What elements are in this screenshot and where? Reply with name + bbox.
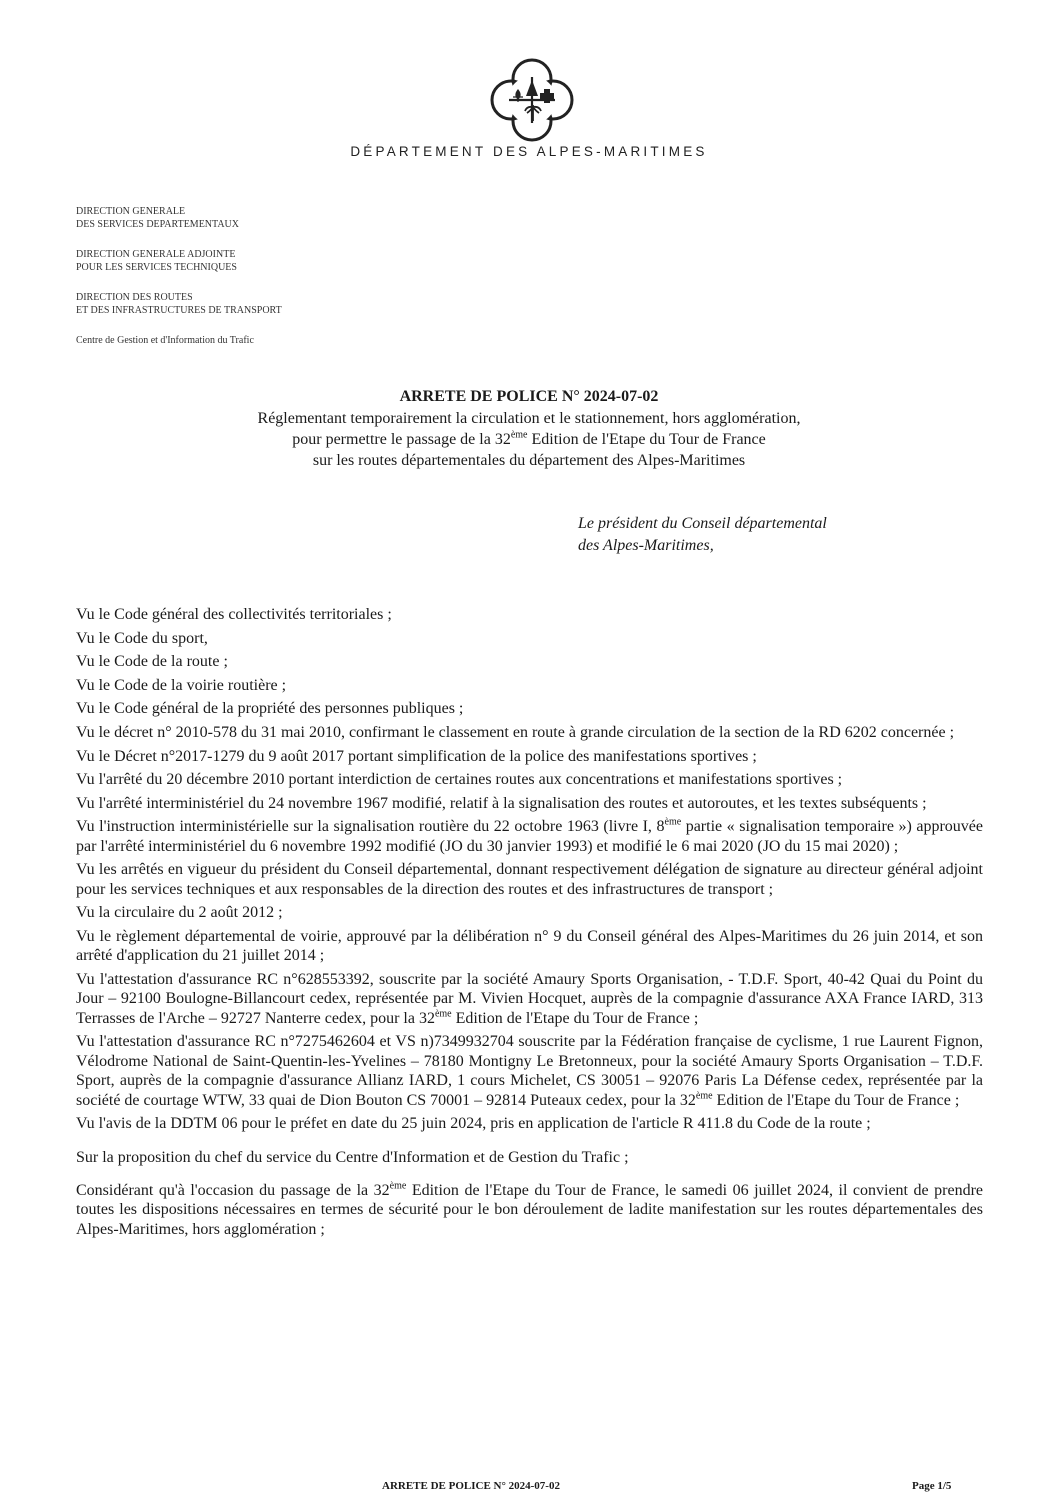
service-dgs: [76, 206, 282, 231]
paragraph: [76, 970, 983, 1028]
paragraph: [76, 817, 983, 856]
paragraph: Vu le Décret n°2017-1279 du 9 août 2017 portant simplification de la police des manifestations sportives ;: [76, 747, 757, 765]
paragraph: Vu les arrêtés en vigueur du président du Conseil départemental, donnant respectivement délégation de signature au directeur général adjoint pour les services techniques et aux responsables de la direction des routes et des infrastructures de transport ;: [76, 861, 983, 898]
superscript: ème: [695, 1090, 713, 1102]
superscript: ème: [664, 817, 682, 829]
services-block: [76, 206, 282, 348]
paragraph-text: Edition de l'Etape du Tour de France ;: [712, 1091, 960, 1109]
footer-reference: ARRETE DE POLICE N° 2024-07-02: [382, 1480, 560, 1492]
department-name: DÉPARTEMENT DES ALPES-MARITIMES: [350, 144, 708, 159]
service-line: DIRECTION GENERALE ADJOINTE: [76, 249, 236, 260]
service-centre: Centre de Gestion et d'Information du Trafic: [76, 335, 254, 346]
service-dgast: [76, 249, 282, 274]
paragraph-text: Vu l'instruction interministérielle sur la signalisation routière du 22 octobre 1963 (livre I, 8: [76, 818, 665, 836]
paragraph: Vu le Code de la route ;: [76, 653, 228, 671]
subtitle-text: Edition de l'Etape du Tour de France: [527, 431, 766, 448]
department-crest-icon: [487, 55, 577, 145]
paragraph-text: Considérant qu'à l'occasion du passage de la 32: [76, 1181, 390, 1199]
service-line: ET DES INFRASTRUCTURES DE TRANSPORT: [76, 304, 282, 316]
subtitle-line: sur les routes départementales du département des Alpes-Maritimes: [312, 452, 746, 469]
paragraph: Sur la proposition du chef du service du Centre d'Information et de Gestion du Trafic ;: [76, 1148, 629, 1166]
service-line: POUR LES SERVICES TECHNIQUES: [76, 261, 237, 273]
subtitle-line: [0, 429, 1058, 450]
president-line: des Alpes-Maritimes,: [578, 536, 714, 554]
paragraph-text: Vu l'attestation d'assurance RC n°7275462604 et VS n)7349932704 souscrite par la Fédération française de cyclisme, 1 rue Laurent Fignon, Vélodrome National de Saint-Quentin-les-Yvelines – 78180 Montigny Le Bretonneux, pour la société Amaury Sports Organisation – T.D.F. Sport, auprès de la compagnie d'assurance Allianz IARD, 1 cours Michelet, CS 30051 – 92076 Paris La Défense cedex, représentée par la société de courtage WTW, 33 quai de Dion Bouton CS 70001 – 92814 Puteaux cedex, pour la 32: [76, 1033, 983, 1109]
paragraph: Vu le Code de la voirie routière ;: [76, 676, 287, 694]
document-title: ARRETE DE POLICE N° 2024-07-02: [399, 388, 659, 405]
document-body: [76, 605, 983, 1243]
paragraph: Vu le Code général des collectivités territoriales ;: [76, 606, 392, 623]
paragraph: Vu la circulaire du 2 août 2012 ;: [76, 904, 283, 922]
superscript: ème: [389, 1180, 407, 1192]
paragraph-text: partie « signalisation temporaire ») approuvée par l'arrêté interministériel du 6 novembre 1992 modifié (JO du 30 janvier 1993) et modifié le 6 mai 2020 (JO du 15 mai 2020) ;: [76, 818, 984, 855]
title-block: [0, 386, 1058, 471]
paragraph: Vu l'avis de la DDTM 06 pour le préfet en date du 25 juin 2024, pris en application de l'article R 411.8 du Code de la route ;: [76, 1115, 871, 1133]
president-block: [578, 513, 827, 556]
service-line: DES SERVICES DEPARTEMENTAUX: [76, 218, 239, 230]
subtitle-line: Réglementant temporairement la circulation et le stationnement, hors agglomération,: [257, 410, 801, 427]
paragraph: Vu l'arrêté du 20 décembre 2010 portant interdiction de certaines routes aux concentrations et manifestations sportives ;: [76, 771, 843, 789]
paragraph: [76, 1181, 983, 1239]
superscript: ème: [510, 429, 528, 441]
president-line: Le président du Conseil départemental: [578, 515, 827, 532]
paragraph-text: Edition de l'Etape du Tour de France ;: [451, 1009, 699, 1027]
service-drit: [76, 292, 282, 317]
paragraph: [76, 1032, 983, 1110]
service-line: DIRECTION DES ROUTES: [76, 292, 193, 303]
superscript: ème: [434, 1008, 452, 1020]
paragraph: Vu le règlement départemental de voirie, approuvé par la délibération n° 9 du Conseil général des Alpes-Maritimes du 26 juin 2014, et son arrêté d'application du 21 juillet 2014 ;: [76, 927, 983, 965]
paragraph: Vu le décret n° 2010-578 du 31 mai 2010, confirmant le classement en route à grande circulation de la section de la RD 6202 concernée ;: [76, 723, 955, 741]
page-number: Page 1/5: [912, 1480, 952, 1492]
paragraph: Vu le Code général de la propriété des personnes publiques ;: [76, 700, 464, 718]
paragraph: Vu l'arrêté interministériel du 24 novembre 1967 modifié, relatif à la signalisation des routes et autoroutes, et les textes subséquents ;: [76, 794, 927, 812]
service-line: DIRECTION GENERALE: [76, 206, 186, 217]
page-footer: [0, 1480, 1058, 1494]
paragraph-text: Vu l'attestation d'assurance RC n°628553392, souscrite par la société Amaury Sports Organisation, - T.D.F. Sport, 40-42 Quai du Point du Jour – 92100 Boulogne-Billancourt cedex, représentée par M. Vivien Hocquet, auprès de la compagnie d'assurance AXA France IARD, 313 Terrasses de l'Arche – 92727 Nanterre cedex, pour la 32: [76, 970, 983, 1027]
paragraph: Vu le Code du sport,: [76, 629, 208, 647]
paragraph-text: Edition de l'Etape du Tour de France, le samedi 06 juillet 2024, il convient de prendre toutes les dispositions nécessaires en termes de sécurité pour le bon déroulement de ladite manifestation sur les routes départementales des Alpes-Maritimes, hors agglomération ;: [76, 1181, 983, 1238]
subtitle-text: pour permettre le passage de la 32: [292, 431, 511, 448]
